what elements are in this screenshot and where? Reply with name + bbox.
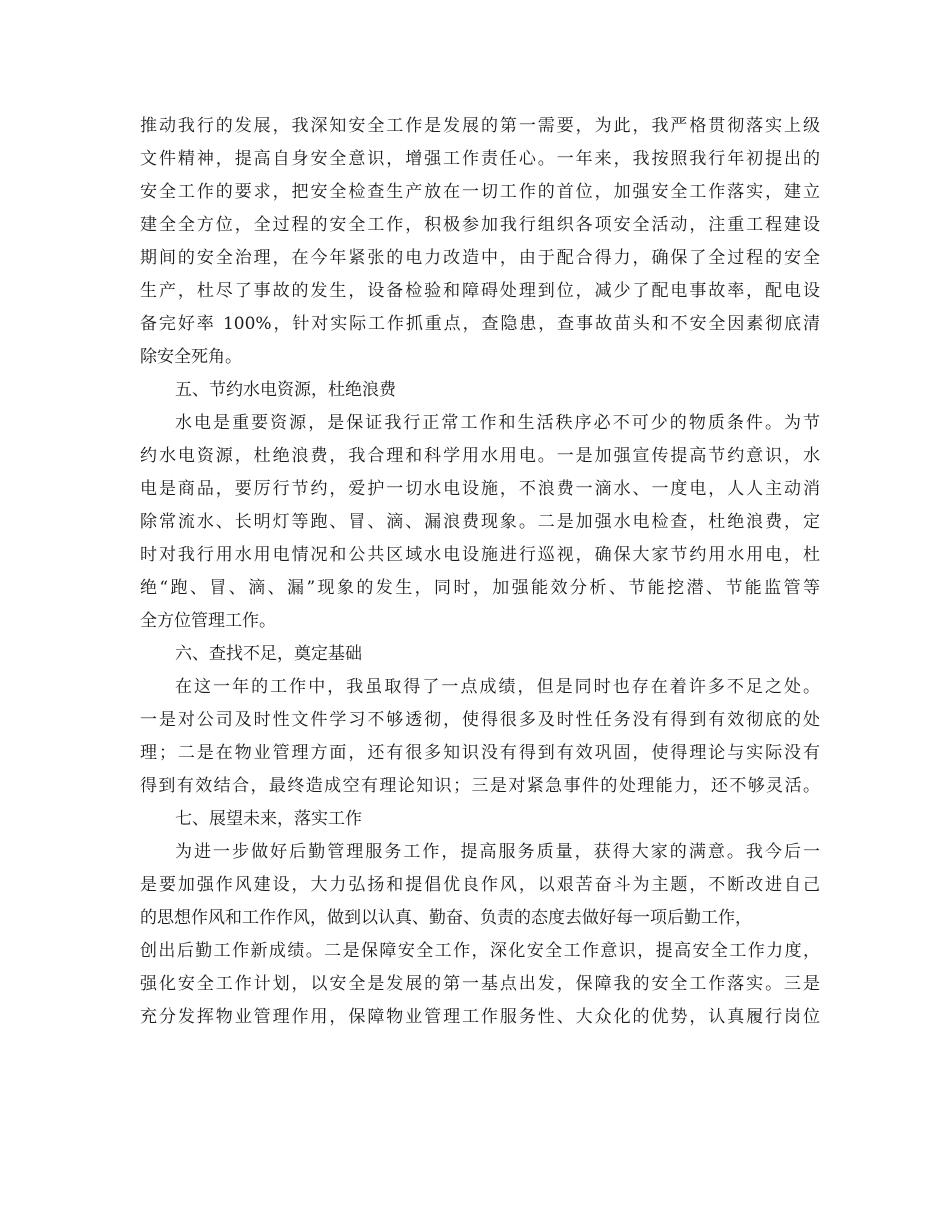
text-line: 除常流水、长明灯等跑、冒、滴、漏浪费现象。二是加强水电检查，杜绝浪费，定 [140, 512, 820, 532]
text-line: 创出后勤工作新成绩。二是保障安全工作，深化安全工作意识，提高安全工作力度， [140, 941, 820, 961]
document-body [140, 110, 820, 1034]
text-line: 为进一步做好后勤管理服务工作，提高服务质量，获得大家的满意。我今后一 [175, 842, 820, 862]
text-line: 生产，杜尽了事故的发生，设备检验和障碍处理到位，减少了配电事故率，配电设 [140, 281, 820, 301]
text-line: 期间的安全治理，在今年紧张的电力改造中，由于配合得力，确保了全过程的安全 [140, 248, 820, 268]
text-line: 得到有效结合，最终造成空有理论知识；三是对紧急事件的处理能力，还不够灵活。 [140, 776, 820, 796]
text-line: 建全全方位，全过程的安全工作，积极参加我行组织各项安全活动，注重工程建设 [140, 215, 820, 235]
paragraph-utilities [140, 407, 820, 638]
section-heading-6: 六、查找不足，奠定基础 [175, 644, 362, 664]
text-line: 在这一年的工作中，我虽取得了一点成绩，但是同时也存在着许多不足之处。 [175, 677, 820, 697]
text-line: 水电是重要资源，是保证我行正常工作和生活秩序必不可少的物质条件。为节 [175, 413, 820, 433]
section-heading-5: 五、节约水电资源，杜绝浪费 [175, 380, 396, 400]
text-line: 一是对公司及时性文件学习不够透彻，使得很多及时性任务没有得到有效彻底的处 [140, 710, 820, 730]
text-line: 全方位管理工作。 [140, 611, 276, 631]
text-line: 强化安全工作计划，以安全是发展的第一基点出发，保障我的安全工作落实。三是 [140, 974, 820, 994]
section-heading-7: 七、展望未来，落实工作 [175, 809, 362, 829]
text-line: 文件精神，提高自身安全意识，增强工作责任心。一年来，我按照我行年初提出的 [140, 149, 820, 169]
text-line: 理；二是在物业管理方面，还有很多知识没有得到有效巩固，使得理论与实际没有 [140, 743, 820, 763]
text-line: 推动我行的发展，我深知安全工作是发展的第一需要，为此，我严格贯彻落实上级 [140, 116, 820, 136]
text-line: 绝“跑、冒、滴、漏”现象的发生，同时，加强能效分析、节能挖潜、节能监管等 [140, 578, 820, 598]
text-line: 电是商品，要厉行节约，爱护一切水电设施，不浪费一滴水、一度电，人人主动消 [140, 479, 820, 499]
text-line: 约水电资源，杜绝浪费，我合理和科学用水用电。一是加强宣传提高节约意识，水 [140, 446, 820, 466]
paragraph-shortcomings [140, 671, 820, 803]
text-line: 备完好率 100%，针对实际工作抓重点，查隐患，查事故苗头和不安全因素彻底清 [140, 314, 820, 334]
text-line: 除安全死角。 [140, 347, 242, 367]
paragraph-safety [140, 110, 820, 374]
text-line: 是要加强作风建设，大力弘扬和提倡优良作风，以艰苦奋斗为主题，不断改进自己 [140, 875, 820, 895]
paragraph-outlook [140, 836, 820, 1034]
text-line: 时对我行用水用电情况和公共区域水电设施进行巡视，确保大家节约用水用电，杜 [140, 545, 820, 565]
text-line: 的思想作风和工作作风，做到以认真、勤奋、负责的态度去做好每一项后勤工作， [140, 908, 752, 928]
text-line: 安全工作的要求，把安全检查生产放在一切工作的首位，加强安全工作落实，建立 [140, 182, 820, 202]
text-line: 充分发挥物业管理作用，保障物业管理工作服务性、大众化的优势，认真履行岗位 [140, 1007, 820, 1027]
